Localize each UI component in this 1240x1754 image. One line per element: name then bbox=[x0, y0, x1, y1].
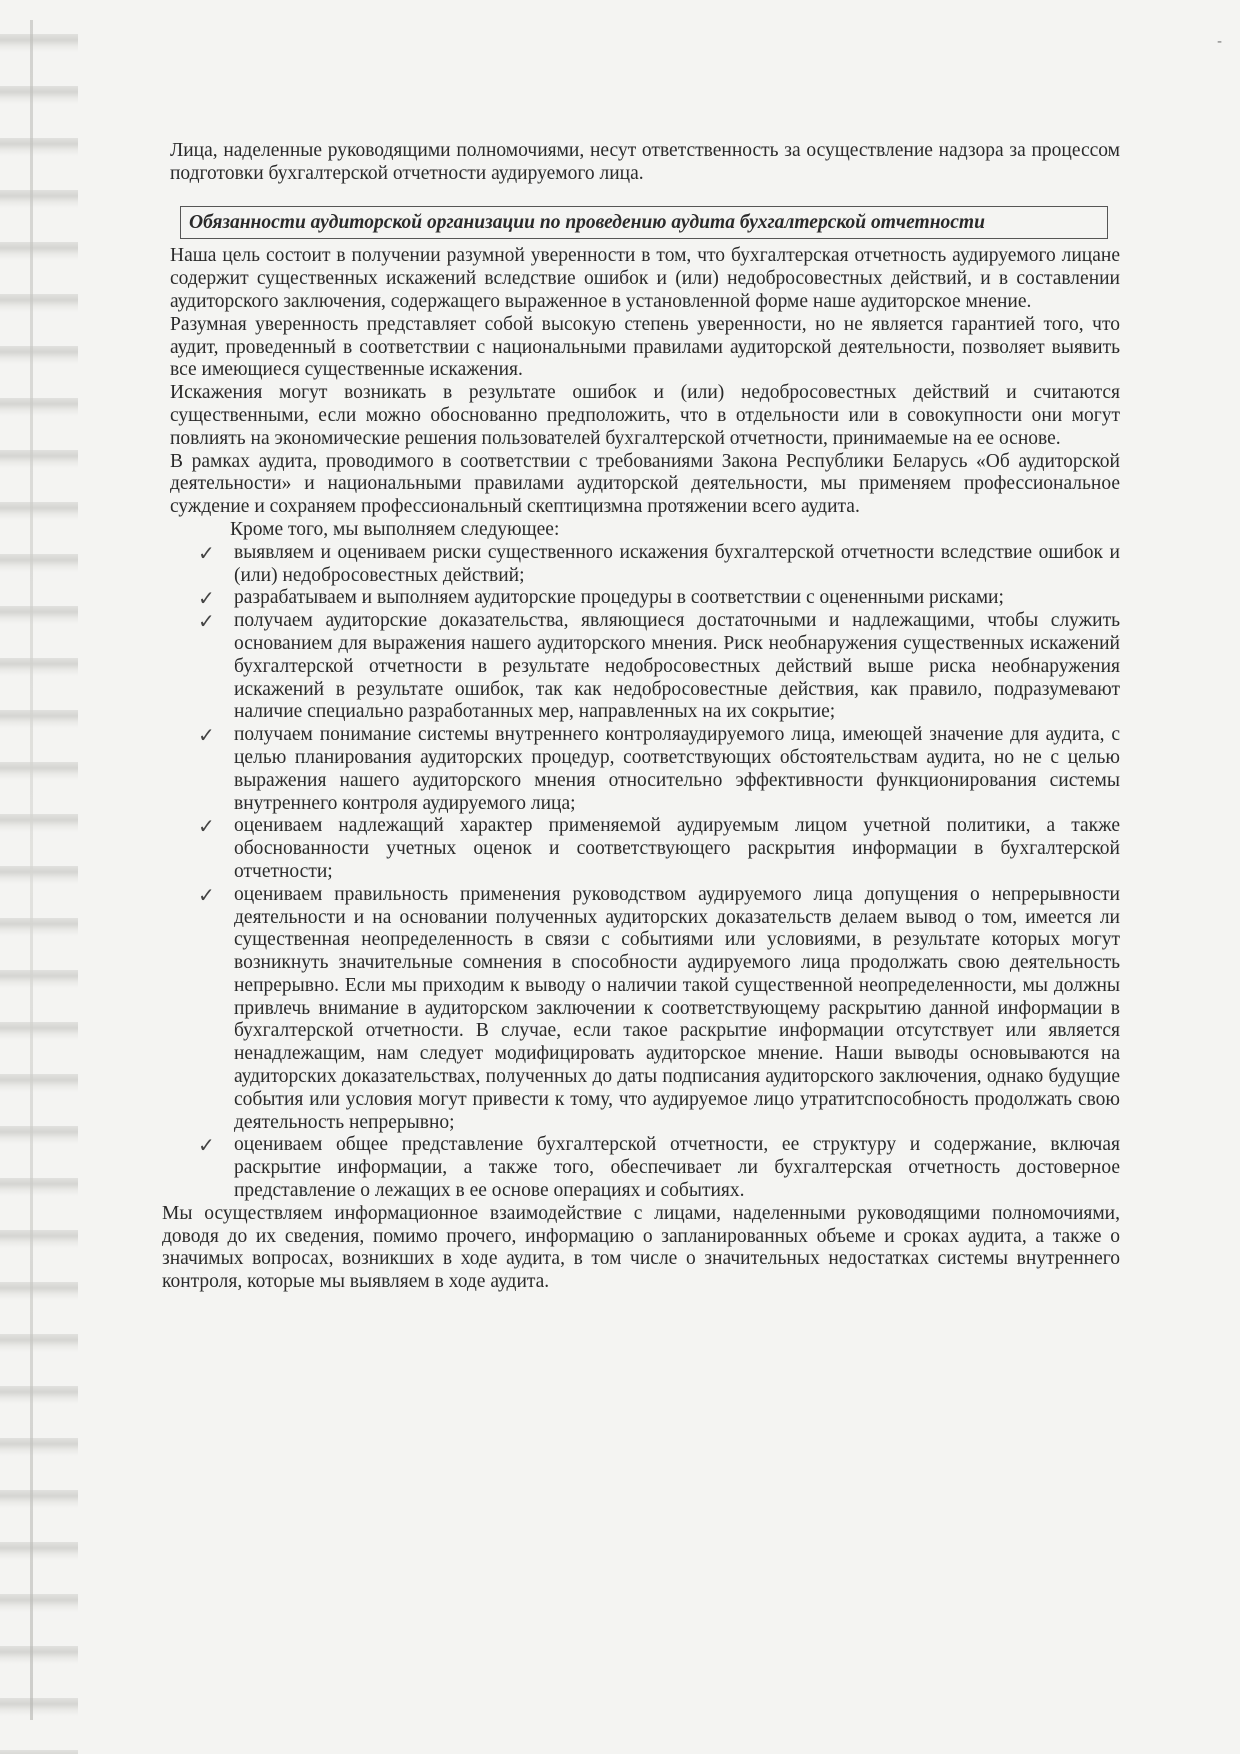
list-item bbox=[198, 723, 1120, 815]
list-item-text: разрабатываем и выполняем аудиторские процедуры в соответствии с оцененными рисками; bbox=[234, 587, 1004, 609]
list-item-text: получаем понимание системы внутреннего контроляаудируемого лица, имеющей значение для аудита, с целью планирования аудиторских процедур, соответствующих обстоятельствам аудита, но не с целью выражения нашего аудиторского мнения относительно эффективности функционирования системы внутреннего контроля аудируемого лица; bbox=[234, 724, 1120, 814]
procedures-lead: Кроме того, мы выполняем следующее: bbox=[230, 518, 560, 540]
list-item-text: оцениваем правильность применения руководством аудируемого лица допущения о непрерывности деятельности и на основании полученных аудиторских доказательств делаем вывод о том, имеется ли существенная неопределенность в связи с событиями или условиями, в результате которых могут возникнуть значительные сомнения в способности аудируемого лица продолжать свою деятельность непрерывно. Если мы приходим к выводу о наличии такой существенной неопределенности, мы должны привлечь внимание в аудиторском заключении к соответствующему раскрытию данной информации в бухгалтерской отчетности. В случае, если такое раскрытие информации отсутствует или является ненадлежащим, нам следует модифицировать аудиторское мнение. Наши выводы основываются на аудиторских доказательствах, полученных до даты подписания аудиторского заключения, однако будущие события или условия могут привести к тому, что аудируемое лицо утратитспособность продолжать свою деятельность непрерывно; bbox=[234, 883, 1120, 1133]
list-item-text: оцениваем общее представление бухгалтерской отчетности, ее структуру и содержание, включая раскрытие информации, а также того, обеспечивает ли бухгалтерская отчетность достоверное представление о лежащих в ее основе операциях и событиях. bbox=[234, 1134, 1120, 1202]
paragraph-reasonable-assurance: Разумная уверенность представляет собой высокую степень уверенности, но не является гарантией того, что аудит, проведенный в соответствии с национальными правилами аудиторской деятельности, позволяет выявить все имеющиеся существенные искажения. bbox=[170, 313, 1120, 381]
check-mark-icon: ✓ bbox=[198, 1133, 215, 1158]
check-mark-icon: ✓ bbox=[198, 540, 215, 565]
binding-shadow-line bbox=[30, 20, 33, 1720]
corner-mark: - bbox=[1216, 34, 1222, 50]
check-mark-icon: ✓ bbox=[198, 723, 215, 748]
list-item bbox=[198, 1133, 1120, 1202]
paragraph-audit-scope: В рамках аудита, проводимого в соответствии с требованиями Закона Республики Беларусь «Об аудиторской деятельности» и национальными правилами аудиторской деятельности, мы применяем профессиональное суждение и сохраняем профессиональный скептицизмна протяжении всего аудита. bbox=[170, 450, 1120, 518]
final-paragraph: Мы осуществляем информационное взаимодействие с лицами, наделенными руководящими полномочиями, доводя до их сведения, помимо прочего, информацию о запланированных объеме и сроках аудита, а также о значимых вопросах, возникших в ходе аудита, в том числе о значительных недостатках системы внутреннего контроля, которые мы выявляем в ходе аудита. bbox=[162, 1202, 1120, 1293]
list-item-text: получаем аудиторские доказательства, являющиеся достаточными и надлежащими, чтобы служить основанием для выражения нашего аудиторского мнения. Риск необнаружения существенных искажений бухгалтерской отчетности в результате недобросовестных действий выше риска необнаружения искажений в результате ошибок, так как недобросовестные действия, как правило, подразумевают наличие специально разработанных мер, направленных на их сокрытие; bbox=[234, 610, 1120, 723]
list-item bbox=[198, 586, 1120, 611]
document-page bbox=[162, 140, 1120, 1294]
intro-paragraph: Лица, наделенные руководящими полномочиями, несут ответственность за осуществление надзора за процессом подготовки бухгалтерской отчетности аудируемого лица. bbox=[170, 140, 1120, 184]
spiral-binding-edge bbox=[0, 0, 78, 1754]
list-item bbox=[198, 609, 1120, 724]
section-title: Обязанности аудиторской организации по проведению аудита бухгалтерской отчетности bbox=[189, 211, 985, 233]
list-item bbox=[198, 540, 1120, 588]
list-item bbox=[198, 882, 1120, 1135]
list-item-text: выявляем и оцениваем риски существенного искажения бухгалтерской отчетности вследствие ошибок и (или) недобросовестных действий; bbox=[234, 541, 1120, 586]
check-mark-icon: ✓ bbox=[198, 882, 215, 907]
list-item bbox=[198, 814, 1120, 883]
section-title-box bbox=[180, 206, 1108, 240]
check-mark-icon: ✓ bbox=[198, 609, 215, 634]
paragraph-goal: Наша цель состоит в получении разумной уверенности в том, что бухгалтерская отчетность аудируемого лицане содержит существенных искажений вследствие ошибок и (или) недобросовестных действий, и в составлении аудиторского заключения, содержащего выраженное в установленной форме наше аудиторское мнение. bbox=[170, 245, 1120, 312]
check-mark-icon: ✓ bbox=[198, 586, 215, 611]
list-item-text: оцениваем надлежащий характер применяемой аудируемым лицом учетной политики, а также обоснованности учетных оценок и соответствующего раскрытия информации в бухгалтерской отчетности; bbox=[234, 815, 1120, 882]
paragraph-misstatements: Искажения могут возникать в результате ошибок и (или) недобросовестных действий и считаются существенными, если можно обоснованно предположить, что в отдельности или в совокупности они могут повлиять на экономические решения пользователей бухгалтерской отчетности, принимаемые на ее основе. bbox=[170, 382, 1120, 449]
procedures-list bbox=[170, 542, 1120, 1203]
check-mark-icon: ✓ bbox=[198, 814, 215, 839]
